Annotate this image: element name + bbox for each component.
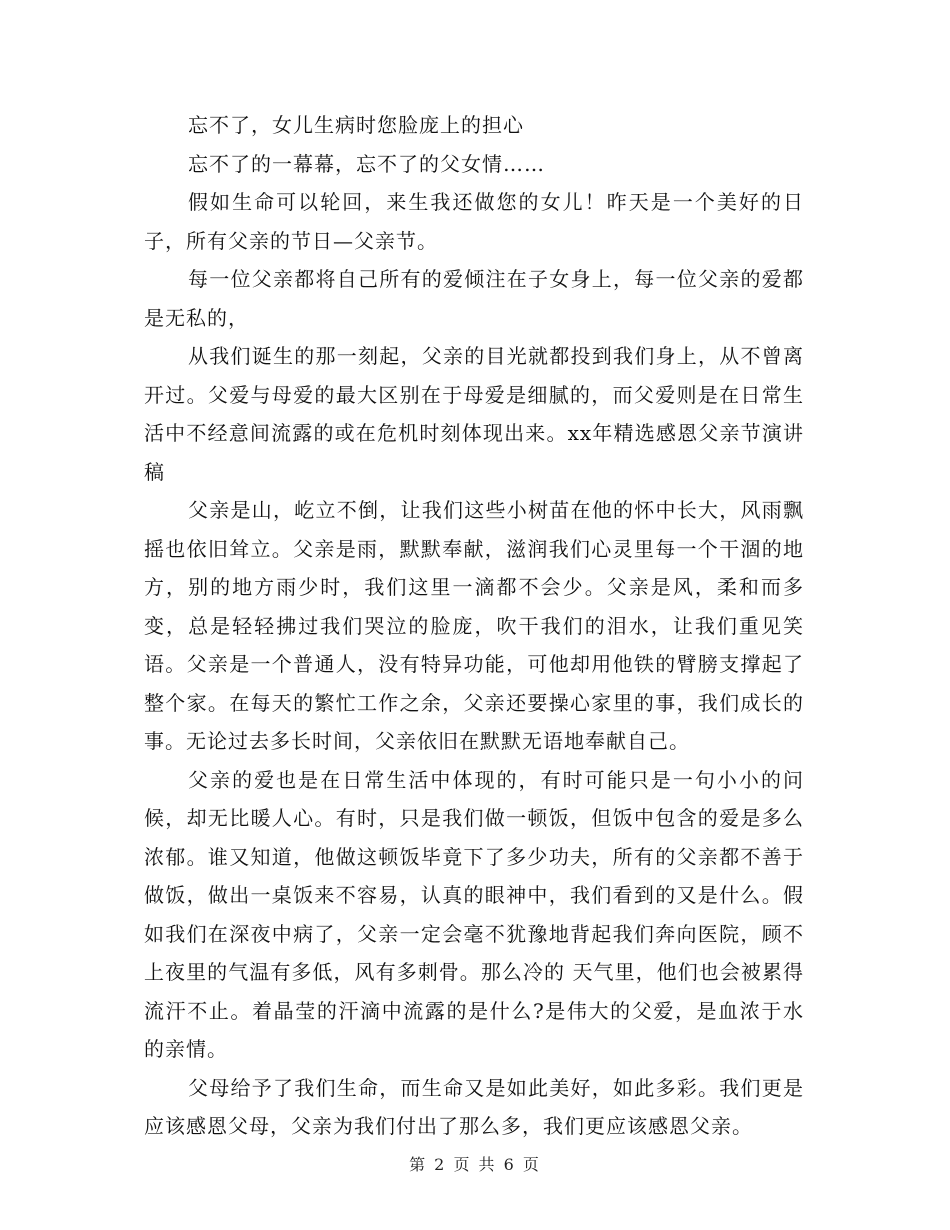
paragraph-2: 忘不了的一幕幕，忘不了的父女情…… xyxy=(188,151,545,176)
paragraph-3: 假如生命可以轮回，来生我还做您的女儿！昨天是一个美好的日子，所有父亲的节日—父亲节。 xyxy=(144,190,804,253)
document-body xyxy=(144,106,804,1146)
page-footer: 第 2 页 共 6 页 xyxy=(409,1155,541,1174)
paragraph-1: 忘不了，女儿生病时您脸庞上的担心 xyxy=(188,113,524,137)
paragraph-6: 父亲是山，屹立不倒，让我们这些小树苗在他的怀中长大，风雨飘摇也依旧耸立。父亲是雨，默默奉献，滋润我们心灵里每一个干涸的地方，别的地方雨少时，我们这里一滴都不会少。父亲是风，柔和而多变，总是轻轻拂过我们哭泣的脸庞，吹干我们的泪水，让我们重见笑语。父亲是一个普通人，没有特异功能，可他却用他铁的臂膀支撑起了整个家。在每天的繁忙工作之余，父亲还要操心家里的事，我们成长的事。无论过去多长时间，父亲依旧在默默无语地奉献自己。 xyxy=(144,498,804,753)
paragraph-8: 父母给予了我们生命，而生命又是如此美好，如此多彩。我们更是应该感恩父母，父亲为我们付出了那么多，我们更应该感恩父亲。 xyxy=(144,1075,804,1138)
paragraph-4: 每一位父亲都将自己所有的爱倾注在子女身上，每一位父亲的爱都是无私的， xyxy=(144,267,804,330)
paragraph-5: 从我们诞生的那一刻起，父亲的目光就都投到我们身上，从不曾离开过。父爱与母爱的最大区别在于母爱是细腻的，而父爱则是在日常生活中不经意间流露的或在危机时刻体现出来。xx年精选感恩父亲节演讲稿 xyxy=(144,344,804,484)
paragraph-7: 父亲的爱也是在日常生活中体现的，有时可能只是一句小小的问候，却无比暖人心。有时，只是我们做一顿饭，但饭中包含的爱是多么浓郁。谁又知道，他做这顿饭毕竟下了多少功夫，所有的父亲都不善于做饭，做出一桌饭来不容易，认真的眼神中，我们看到的又是什么。假如我们在深夜中病了，父亲一定会毫不犹豫地背起我们奔向医院，顾不上夜里的气温有多低，风有多刺骨。那么冷的 天气里，他们也会被累得流汗不止。着晶莹的汗滴中流露的是什么?是伟大的父爱，是血浓于水的亲情。 xyxy=(144,767,804,1061)
